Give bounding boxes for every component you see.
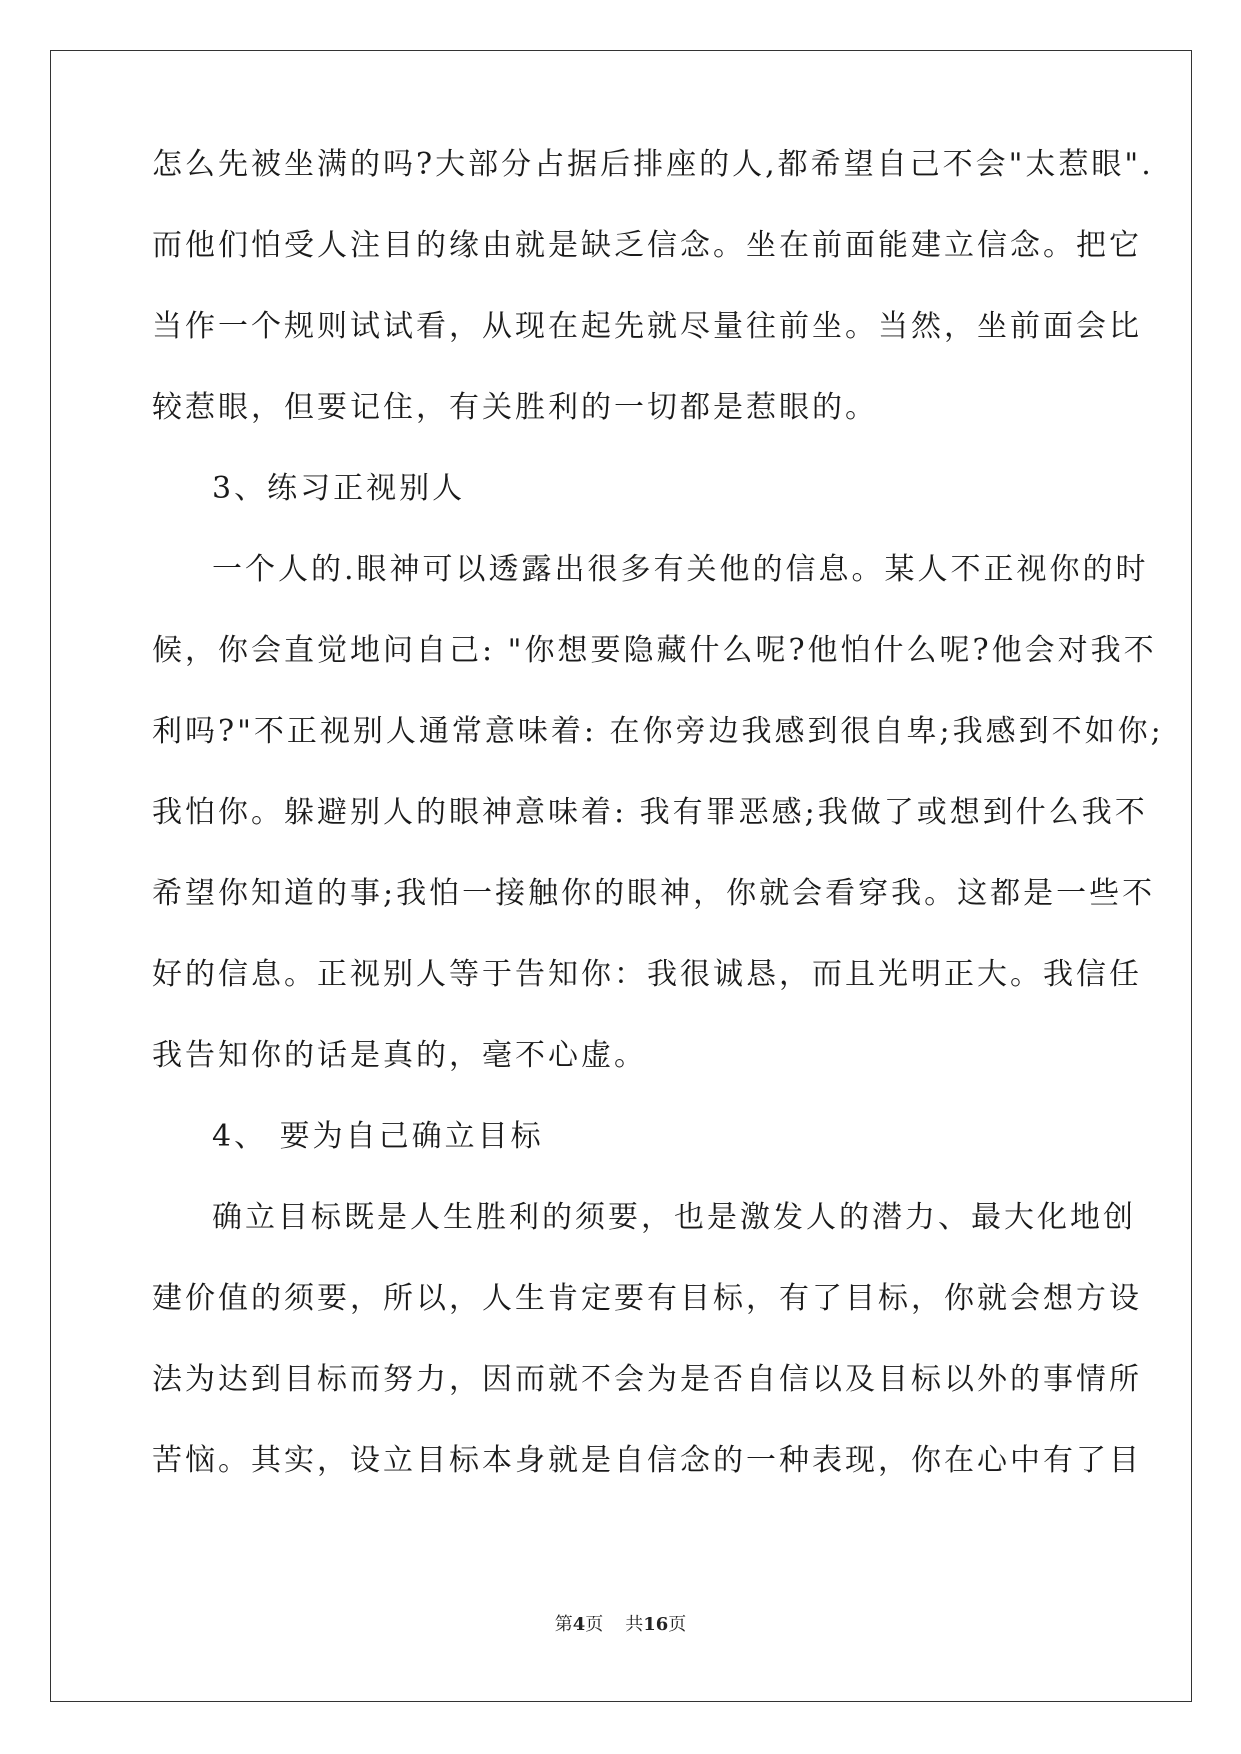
text-line: 确立目标既是人生胜利的须要，也是激发人的潜力、最大化地创 [212, 1200, 1136, 1235]
total-page-count: 16 [643, 1614, 669, 1635]
text-line: 而他们怕受人注目的缘由就是缺乏信念。坐在前面能建立信念。把它 [152, 228, 1142, 263]
footer-page-suffix: 页 [585, 1614, 604, 1635]
text-line: 好的信息。正视别人等于告知你：我很诚恳，而且光明正大。我信任 [152, 957, 1142, 992]
document-body [152, 145, 1164, 1522]
text-line: 利吗?"不正视别人通常意味着: 在你旁边我感到很自卑;我感到不如你; [152, 714, 1164, 749]
section-heading: 4、 要为自己确立目标 [212, 1119, 544, 1154]
text-line: 较惹眼，但要记住，有关胜利的一切都是惹眼的。 [152, 390, 878, 425]
footer-prefix: 第 [554, 1614, 573, 1635]
text-line: 我怕你。躲避别人的眼神意味着: 我有罪恶感;我做了或想到什么我不 [152, 795, 1148, 830]
footer-total-suffix: 页 [668, 1614, 687, 1635]
text-line: 候，你会直觉地问自己: "你想要隐藏什么呢?他怕什么呢?他会对我不 [152, 633, 1157, 668]
text-line: 怎么先被坐满的吗?大部分占据后排座的人,都希望自己不会"太惹眼". [152, 147, 1154, 182]
text-line: 一个人的.眼神可以透露出很多有关他的信息。某人不正视你的时 [212, 552, 1149, 587]
page-footer [0, 1610, 1241, 1636]
current-page-number: 4 [572, 1614, 586, 1635]
text-line: 当作一个规则试试看，从现在起先就尽量往前坐。当然，坐前面会比 [152, 309, 1142, 344]
text-line: 法为达到目标而努力，因而就不会为是否自信以及目标以外的事情所 [152, 1362, 1142, 1397]
text-line: 希望你知道的事;我怕一接触你的眼神，你就会看穿我。这都是一些不 [152, 876, 1156, 911]
footer-total-prefix: 共 [625, 1614, 644, 1635]
text-line: 建价值的须要，所以，人生肯定要有目标，有了目标，你就会想方设 [152, 1281, 1142, 1316]
section-heading: 3、练习正视别人 [212, 471, 466, 506]
text-line: 我告知你的话是真的，毫不心虚。 [152, 1038, 647, 1073]
text-line: 苦恼。其实，设立目标本身就是自信念的一种表现，你在心中有了目 [152, 1443, 1142, 1478]
